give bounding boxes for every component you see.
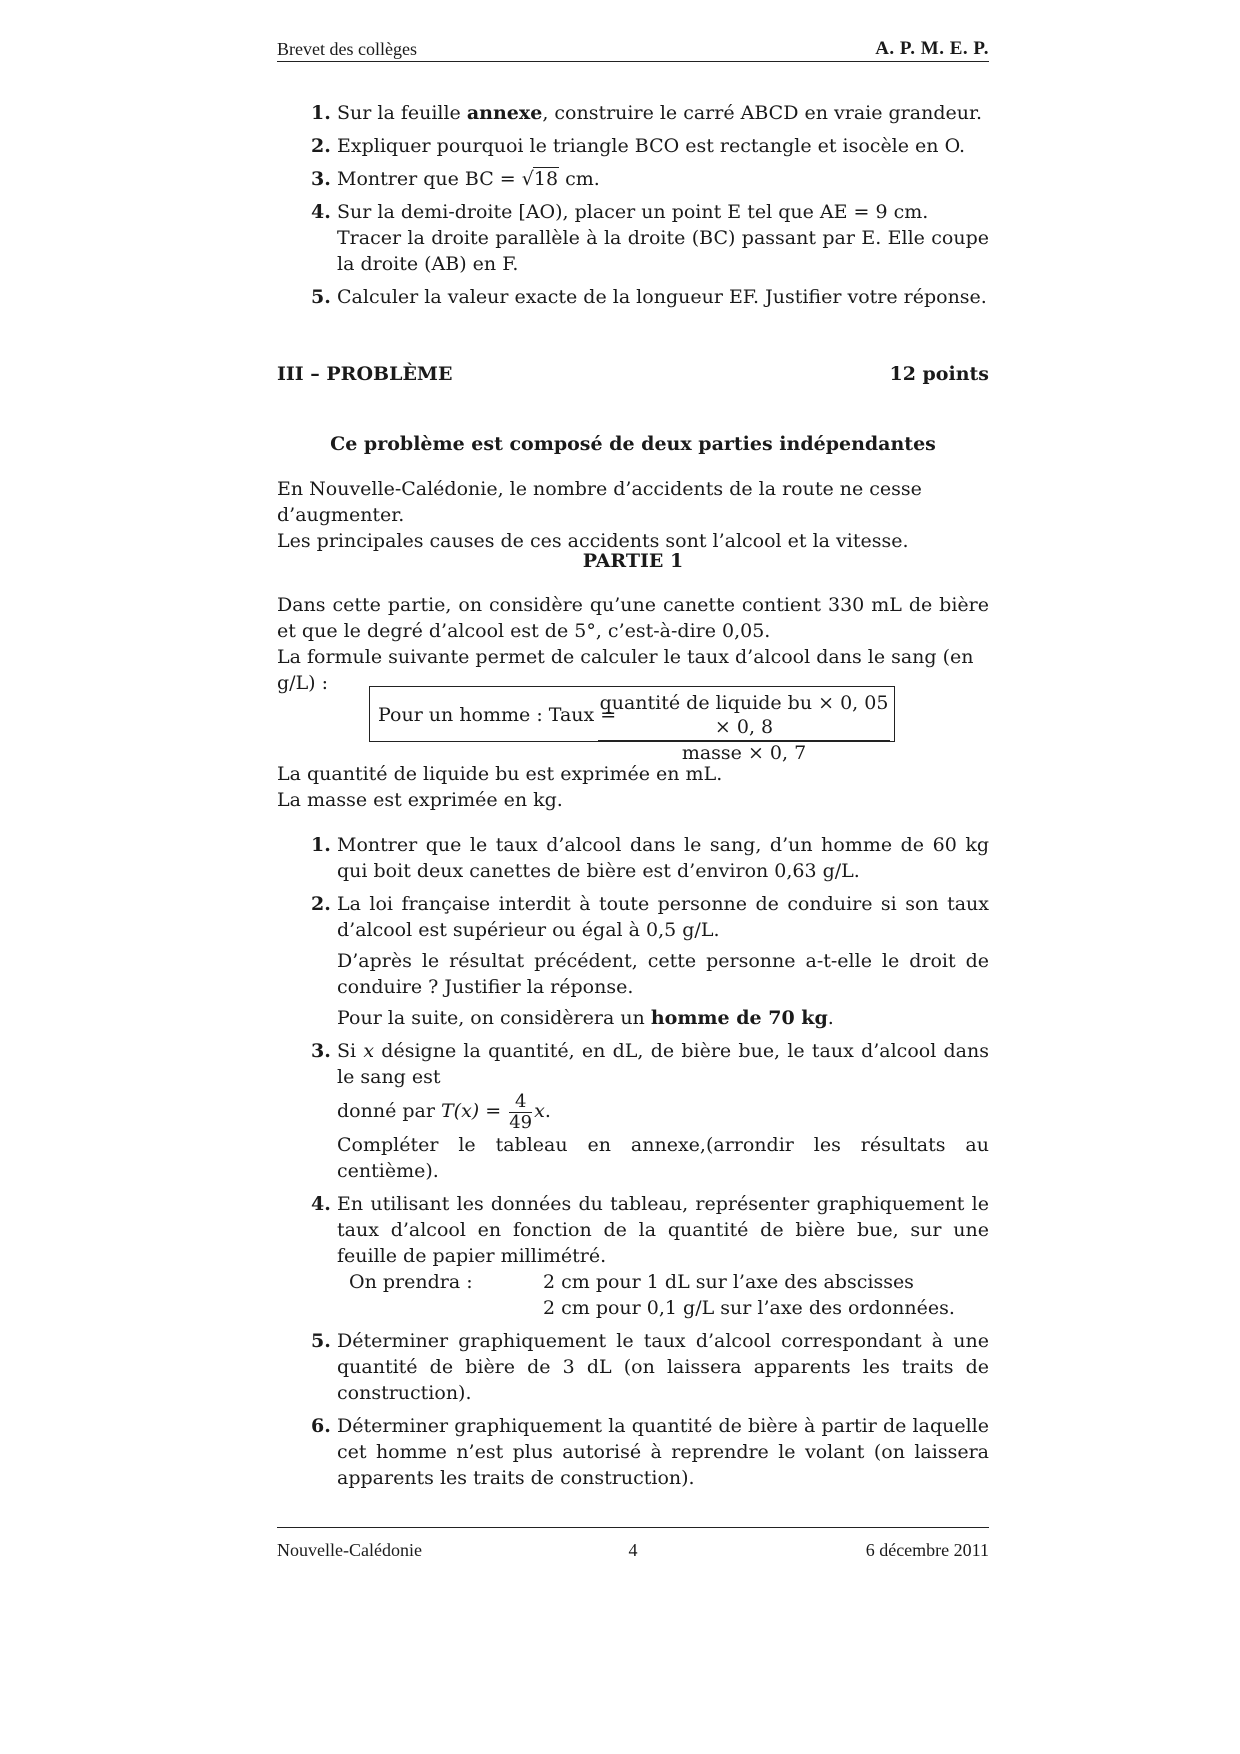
- p-q5-text: Déterminer graphiquement le taux d’alcool correspondant à une quantité de bière de 3 dL (on laissera apparents les traits de construction).: [337, 1330, 989, 1404]
- q4-text-cont: Tracer la droite parallèle à la droite (BC) passant par E. Elle coupe la droite (AB) en F.: [337, 227, 989, 275]
- formula-box: [369, 686, 895, 764]
- question-number: 3.: [311, 168, 331, 190]
- list-item: [277, 284, 989, 310]
- p-q4-scale-row: [337, 1295, 989, 1321]
- p-q2-note: [337, 1005, 989, 1031]
- p-q3-line1: [337, 1038, 989, 1090]
- question-number: 5.: [311, 286, 331, 308]
- list-item: [277, 1413, 989, 1491]
- list-item: [277, 100, 989, 126]
- q2-text: Expliquer pourquoi le triangle BCO est rectangle et isocèle en O.: [337, 135, 966, 157]
- p-q3-text: Si: [337, 1040, 364, 1062]
- p-q3-given: donné par: [337, 1100, 441, 1122]
- part1-intro: [277, 592, 989, 696]
- units-line: La quantité de liquide bu est exprimée en mL.: [277, 763, 723, 785]
- q4-text: Sur la demi-droite [AO), placer un point E tel que AE = 9 cm.: [337, 201, 929, 223]
- section-title: III – PROBLÈME: [277, 363, 453, 385]
- p-q6-text: Déterminer graphiquement la quantité de bière à partir de laquelle cet homme n’est plus autorisé à reprendre le volant (on laissera apparents les traits de construction).: [337, 1415, 989, 1489]
- question-number: 2.: [311, 893, 331, 915]
- list-item: [277, 891, 989, 1031]
- formula-fraction: [598, 691, 890, 765]
- p-q2-note-end: .: [827, 1007, 834, 1029]
- p-q3-var: x: [363, 1040, 375, 1062]
- list-item: [277, 133, 989, 159]
- page-header: [277, 36, 989, 60]
- p-q2-text: La loi française interdit à toute personne de conduire si son taux d’alcool est supérieur ou égal à 0,5 g/L.: [337, 893, 989, 941]
- question-number: 2.: [311, 135, 331, 157]
- list-item: [277, 199, 989, 277]
- p-q3-instruction: Compléter le tableau en annexe,(arrondir les résultats au centième).: [337, 1134, 989, 1182]
- p-q3-text-end: désigne la quantité, en dL, de bière bue, le taux d’alcool dans le sang est: [337, 1040, 989, 1088]
- list-item: [277, 1191, 989, 1321]
- units-paragraph: [277, 761, 989, 813]
- p-q3-line2: [337, 1090, 989, 1132]
- part1-intro-text: Dans cette partie, on considère qu’une canette contient 330 mL de bière et que le degré d’alcool est de 5°, c’est-à-dire 0,05.: [277, 594, 989, 642]
- question-number: 1.: [311, 834, 331, 856]
- intro-line: Les principales causes de ces accidents sont l’alcool et la vitesse.: [277, 530, 909, 552]
- p-q4-text: En utilisant les données du tableau, représenter graphiquement le taux d’alcool en fonction de la quantité de bière bue, sur une feuille de papier millimétré.: [337, 1193, 989, 1267]
- p-q4-scale-row: [337, 1269, 989, 1295]
- question-number: 4.: [311, 201, 331, 223]
- formula-intro: La formule suivante permet de calculer le taux d’alcool dans le sang (en g/L) :: [277, 646, 974, 694]
- section-heading: [277, 361, 989, 387]
- p-q2-note-text: Pour la suite, on considèrera un: [337, 1007, 651, 1029]
- q3-radicand: 18: [533, 168, 559, 190]
- list-item: [277, 166, 989, 192]
- list-item: [277, 1328, 989, 1406]
- q1-text-end: , construire le carré ABCD en vraie grandeur.: [542, 102, 982, 124]
- formula-numerator: quantité de liquide bu × 0, 05 × 0, 8: [598, 691, 890, 741]
- p-q3-var2: x: [534, 1100, 545, 1122]
- q5-text: Calculer la valeur exacte de la longueur EF. Justifier votre réponse.: [337, 286, 987, 308]
- units-line: La masse est exprimée en kg.: [277, 789, 563, 811]
- section-points: 12 points: [889, 363, 989, 385]
- p-q3-dot: .: [544, 1100, 551, 1122]
- q1-bold: annexe: [466, 102, 543, 124]
- p-q1-text: Montrer que le taux d’alcool dans le sang, d’un homme de 60 kg qui boit deux canettes de bière est d’environ 0,63 g/L.: [337, 834, 989, 882]
- question-number: 3.: [311, 1040, 331, 1062]
- exercise-questions: [277, 100, 989, 317]
- header-org: A. P. M. E. P.: [875, 38, 989, 59]
- footer-location: Nouvelle-Calédonie: [277, 1540, 422, 1560]
- list-item: [277, 832, 989, 884]
- p-q3-fraction: [509, 1092, 532, 1133]
- header-rule: [277, 61, 989, 62]
- formula-label: Pour un homme : Taux =: [378, 704, 617, 726]
- q1-text: Sur la feuille: [337, 102, 467, 124]
- p-q4-scale-x: 2 cm pour 1 dL sur l’axe des abscisses: [543, 1271, 914, 1293]
- formula-denominator: masse × 0, 7: [681, 742, 807, 764]
- p-q3-function: T(x) =: [440, 1100, 502, 1122]
- footer-date: 6 décembre 2011: [865, 1540, 989, 1560]
- question-number: 4.: [311, 1193, 331, 1215]
- question-number: 5.: [311, 1330, 331, 1352]
- document-page: [277, 0, 989, 1754]
- question-number: 1.: [311, 102, 331, 124]
- problem-questions: [277, 832, 989, 1498]
- question-number: 6.: [311, 1415, 331, 1437]
- header-title: Brevet des collèges: [277, 39, 417, 59]
- fraction-denominator: 49: [509, 1111, 533, 1133]
- intro-line: En Nouvelle-Calédonie, le nombre d’accidents de la route ne cesse d’augmenter.: [277, 478, 922, 526]
- p-q4-take: On prendra :: [349, 1271, 473, 1293]
- p-q2-text-cont: D’après le résultat précédent, cette personne a-t-elle le droit de conduire ? Justifier la réponse.: [337, 950, 989, 998]
- list-item: [277, 1038, 989, 1184]
- q3-text: Montrer que BC =: [337, 168, 522, 190]
- p-q4-scale-y: 2 cm pour 0,1 g/L sur l’axe des ordonnées.: [543, 1297, 955, 1319]
- q3-text-end: cm.: [559, 168, 600, 190]
- intro-paragraph: [277, 476, 989, 554]
- fraction-numerator: 4: [509, 1092, 532, 1113]
- problem-subtitle: Ce problème est composé de deux parties indépendantes: [330, 433, 936, 455]
- footer-rule: [277, 1527, 989, 1528]
- sqrt-icon: √: [521, 168, 534, 190]
- page-number: 4: [628, 1540, 638, 1560]
- part-heading: PARTIE 1: [582, 550, 684, 572]
- p-q2-note-bold: homme de 70 kg: [650, 1007, 828, 1029]
